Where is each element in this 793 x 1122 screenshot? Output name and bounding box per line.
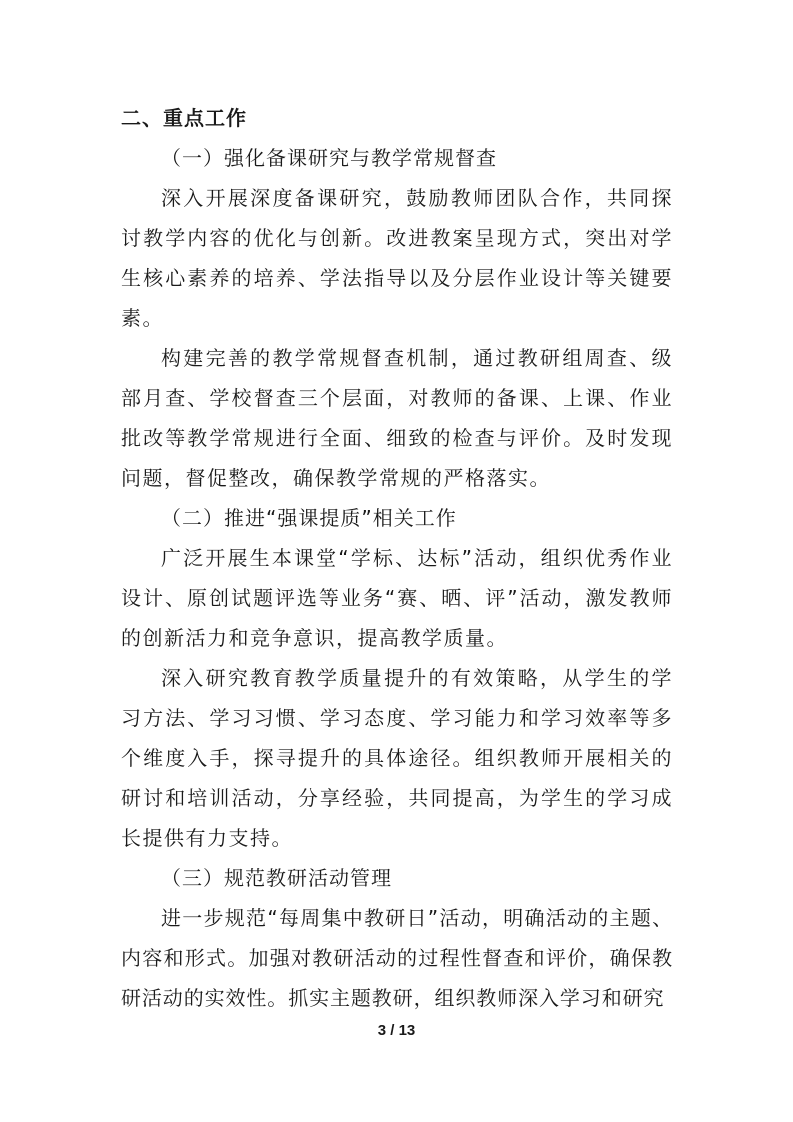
paragraph: 深入开展深度备课研究，鼓励教师团队合作，共同探讨教学内容的优化与创新。改进教案呈现方式，突出对学生核心素养的培养、学法指导以及分层作业设计等关键要素。 [121, 186, 673, 330]
page-number: 3 / 13 [377, 1022, 416, 1039]
subsection-heading-1: （一）强化备课研究与教学常规督查 [161, 146, 497, 170]
subsection-heading-2: （二）推进“强课提质”相关工作 [161, 506, 457, 530]
document-body [121, 98, 673, 1018]
paragraph: 构建完善的教学常规督查机制，通过教研组周查、级部月查、学校督查三个层面，对教师的备课、上课、作业批改等教学常规进行全面、细致的检查与评价。及时发现问题，督促整改，确保教学常规的严格落实。 [121, 346, 673, 490]
subsection-heading-3: （三）规范教研活动管理 [161, 866, 392, 890]
paragraph: 进一步规范“每周集中教研日”活动，明确活动的主题、内容和形式。加强对教研活动的过程性督查和评价，确保教研活动的实效性。抓实主题教研，组织教师深入学习和研究 [121, 906, 673, 1010]
paragraph: 广泛开展生本课堂“学标、达标”活动，组织优秀作业设计、原创试题评选等业务“赛、晒、评”活动，激发教师的创新活力和竞争意识，提高教学质量。 [121, 546, 673, 650]
paragraph: 深入研究教育教学质量提升的有效策略，从学生的学习方法、学习习惯、学习态度、学习能力和学习效率等多个维度入手，探寻提升的具体途径。组织教师开展相关的研讨和培训活动，分享经验，共同提高，为学生的学习成长提供有力支持。 [121, 666, 673, 850]
section-heading: 二、重点工作 [121, 106, 247, 130]
